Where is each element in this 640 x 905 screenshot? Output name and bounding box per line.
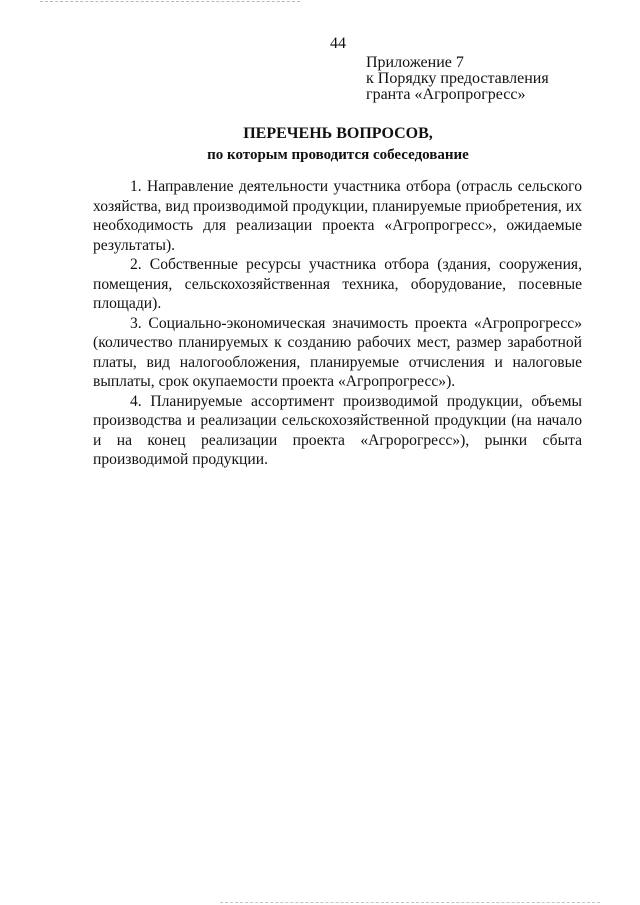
question-item-4: 4. Планируемые ассортимент производимой продукции, объемы производства и реализации сельскохозяйственной продукции (на начало и на конец реализации проекта «Агророгресс»), рынки сбыта производимой продукции. bbox=[93, 392, 582, 468]
question-item-2: 2. Собственные ресурсы участника отбора (здания, сооружения, помещения, сельскохозяйственная техника, оборудование, посевные площади). bbox=[93, 256, 582, 312]
scan-edge-top bbox=[40, 1, 300, 2]
question-item-1: 1. Направление деятельности участника отбора (отрасль сельского хозяйства, вид производимой продукции, планируемые приобретения, их необходимость для реализации проекта «Агропрогресс», ожидаемые результаты). bbox=[93, 178, 582, 254]
appendix-line-2: к Порядку предоставления bbox=[366, 70, 549, 87]
question-item-3: 3. Социально-экономическая значимость проекта «Агропрогресс» (количество планируемых к созданию рабочих мест, размер заработной платы, вид налогообложения, планируемые отчисления и налоговые выплаты, срок окупаемости проекта «Агропрогресс»). bbox=[93, 314, 582, 390]
appendix-line-3: гранта «Агропрогресс» bbox=[366, 86, 526, 103]
document-title: ПЕРЕЧЕНЬ ВОПРОСОВ, bbox=[243, 125, 433, 142]
scan-edge-bottom bbox=[220, 902, 600, 903]
appendix-line-1: Приложение 7 bbox=[366, 54, 464, 71]
document-subtitle: по которым проводится собеседование bbox=[207, 147, 469, 163]
question-list bbox=[93, 177, 582, 470]
appendix-block bbox=[366, 55, 549, 103]
page-number: 44 bbox=[330, 35, 346, 52]
